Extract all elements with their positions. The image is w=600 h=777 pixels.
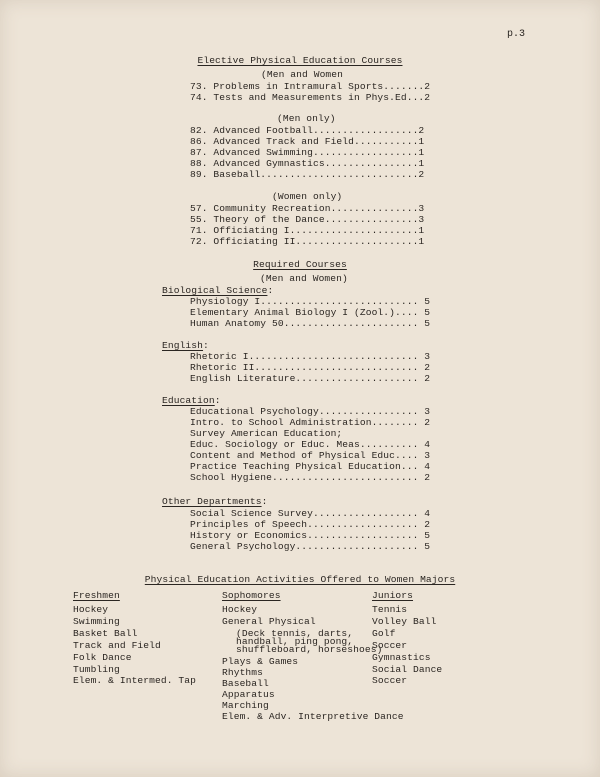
sophomores-item: Hockey	[222, 604, 258, 615]
required-course-line: Educ. Sociology or Educ. Meas.......... 4	[190, 439, 431, 450]
sophomores-paren-line: (Deck tennis, darts,	[236, 628, 354, 639]
bio-heading-text: Biological Science	[162, 285, 268, 296]
other-heading: Other Departments:	[162, 496, 268, 507]
english-heading-text: English	[162, 340, 204, 351]
required-course-line: School Hygiene......................... 2	[190, 472, 431, 483]
english-heading: English:	[162, 340, 209, 351]
required-course-line: General Psychology..................... 5	[190, 541, 431, 552]
sophomores-item: Rhythms	[222, 667, 264, 678]
juniors-item: Soccer	[372, 640, 408, 651]
sophomores-paren-line: handball, ping pong,	[236, 636, 354, 647]
elective-course-line: 57. Community Recreation...............3	[190, 203, 425, 214]
required-course-line: Content and Method of Physical Educ.... 3	[190, 450, 431, 461]
sophomores-item: Plays & Games	[222, 656, 299, 667]
elective-course-line: 73. Problems in Intramural Sports.......2	[190, 81, 431, 92]
page-number: p.3	[507, 29, 526, 40]
freshmen-item: Swimming	[73, 616, 120, 627]
juniors-item: Golf	[372, 628, 396, 639]
elective-men-women-note: (Men and Women	[261, 69, 344, 80]
required-course-line: Human Anatomy 50....................... 5	[190, 318, 431, 329]
required-course-line: History or Economics................... 5	[190, 530, 431, 541]
elective-women-only-note: (Women only)	[272, 191, 343, 202]
juniors-item: Volley Ball	[372, 616, 437, 627]
sophomores-item: Elem. & Adv. Interpretive Dance	[222, 711, 404, 722]
required-course-line: Rhetoric II............................ 2	[190, 362, 431, 373]
education-heading: Education:	[162, 395, 221, 406]
education-heading-text: Education	[162, 395, 215, 406]
required-course-line: Intro. to School Administration........ 2	[190, 417, 431, 428]
bio-heading: Biological Science:	[162, 285, 274, 296]
sophomores-paren-line: shuffleboard, horseshoes)	[236, 644, 383, 655]
required-course-line: Principles of Speech................... 2	[190, 519, 431, 530]
freshmen-item: Elem. & Intermed. Tap	[73, 675, 197, 686]
elective-course-line: 88. Advanced Gymnastics................1	[190, 158, 425, 169]
elective-title: Elective Physical Education Courses	[197, 55, 403, 66]
elective-course-line: 89. Baseball...........................2	[190, 169, 425, 180]
required-title: Required Courses	[253, 259, 347, 270]
freshmen-item: Track and Field	[73, 640, 161, 651]
elective-course-line: 87. Advanced Swimming..................1	[190, 147, 425, 158]
other-heading-text: Other Departments	[162, 496, 262, 507]
juniors-item: Soccer	[372, 675, 408, 686]
sophomores-item: Apparatus	[222, 689, 275, 700]
sophomores-heading: Sophomores	[222, 590, 281, 601]
required-course-line: English Literature..................... 2	[190, 373, 431, 384]
juniors-heading: Juniors	[372, 590, 414, 601]
required-note: (Men and Women)	[260, 273, 348, 284]
required-course-line: Elementary Animal Biology I (Zool.).... 5	[190, 307, 431, 318]
freshmen-item: Folk Dance	[73, 652, 132, 663]
freshmen-item: Tumbling	[73, 664, 120, 675]
sophomores-item: Baseball	[222, 678, 269, 689]
elective-course-line: 71. Officiating I......................1	[190, 225, 425, 236]
elective-men-only-note: (Men only)	[277, 113, 336, 124]
juniors-item: Social Dance	[372, 664, 443, 675]
sophomores-item: Marching	[222, 700, 269, 711]
elective-course-line: 86. Advanced Track and Field...........1	[190, 136, 425, 147]
freshmen-heading: Freshmen	[73, 590, 120, 601]
elective-course-line: 82. Advanced Football..................2	[190, 125, 425, 136]
juniors-item: Gymnastics	[372, 652, 431, 663]
freshmen-item: Hockey	[73, 604, 109, 615]
juniors-item: Tennis	[372, 604, 408, 615]
elective-course-line: 74. Tests and Measurements in Phys.Ed...2	[190, 92, 431, 103]
elective-course-line: 55. Theory of the Dance................3	[190, 214, 425, 225]
required-course-line: Educational Psychology................. 3	[190, 406, 431, 417]
required-course-line: Rhetoric I............................. 3	[190, 351, 431, 362]
required-course-line: Social Science Survey.................. 4	[190, 508, 431, 519]
sophomores-item: General Physical	[222, 616, 316, 627]
required-course-line: Practice Teaching Physical Education... 4	[190, 461, 431, 472]
activities-title: Physical Education Activities Offered to Women Majors	[144, 574, 456, 585]
required-course-line: Physiology I........................... 5	[190, 296, 431, 307]
required-course-line: Survey American Education;	[190, 428, 343, 439]
freshmen-item: Basket Ball	[73, 628, 138, 639]
elective-course-line: 72. Officiating II.....................1	[190, 236, 425, 247]
